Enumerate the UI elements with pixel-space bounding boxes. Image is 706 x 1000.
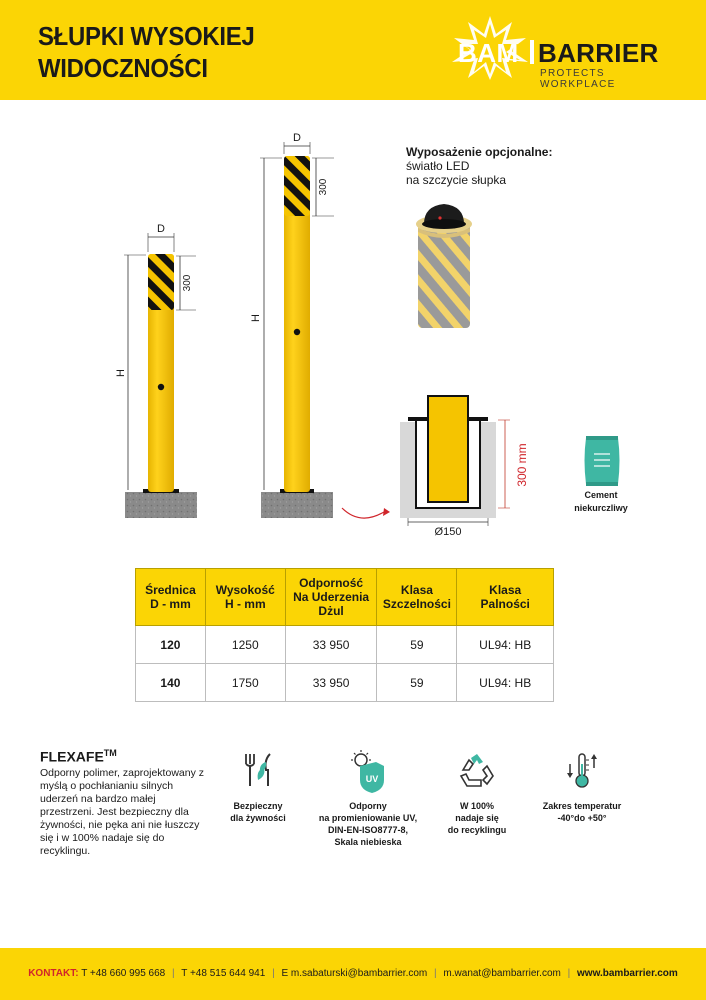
flexafe-title: FLEXAFE™ — [40, 748, 117, 765]
table-cell: UL94: HB — [457, 664, 554, 702]
feature-recyclable — [435, 750, 519, 836]
optional-equipment-line-1: światło LED — [406, 159, 470, 173]
flexafe-description: Odporny polimer, zaprojektowany z myślą o pochłanianiu silnych uderzeń na bardzo małej przestrzeni. Jest bezpieczny dla żywności, nie pęka ani nie łuszczy się i w 100% nadaje się do recyklingu. — [40, 767, 204, 857]
tall-bollard-stripes — [284, 156, 310, 216]
table-cell: 59 — [377, 626, 457, 664]
table-row — [136, 626, 554, 664]
uv-badge-text: UV — [365, 774, 379, 784]
spec-table — [135, 568, 554, 702]
table-cell: 140 — [136, 664, 206, 702]
contact-separator: | — [172, 968, 175, 979]
feature-temperature-range — [532, 750, 632, 824]
table-cell: 120 — [136, 626, 206, 664]
header-flammability-class: Klasa Palności — [457, 569, 554, 626]
table-cell: 1750 — [205, 664, 285, 702]
contact-separator: | — [272, 968, 275, 979]
table-cell: 59 — [377, 664, 457, 702]
page-title-line-2: WIDOCZNOŚCI — [38, 53, 208, 83]
optional-equipment-title: Wyposażenie opcjonalne: — [406, 145, 553, 159]
header-bar — [0, 0, 706, 100]
foundation-section — [400, 396, 529, 538]
logo-separator — [530, 40, 534, 64]
small-dim-h: H — [115, 369, 127, 377]
small-bollard-stripes — [148, 254, 174, 310]
feature-recyclable-label: W 100% nadaje się do recyklingu — [447, 801, 507, 835]
small-bollard-bolt — [158, 384, 164, 390]
thermometer-icon — [562, 750, 602, 790]
led-light-illustration — [416, 204, 472, 328]
feature-food-safe — [218, 750, 298, 824]
logo-tagline: PROTECTS WORKPLACE — [540, 68, 616, 90]
brand-logo — [456, 18, 676, 90]
page-title-line-1: SŁUPKI WYSOKIEJ — [38, 21, 255, 51]
contact-line — [0, 968, 706, 979]
contact-email-2[interactable]: m.wanat@bambarrier.com — [443, 968, 561, 979]
table-row — [136, 664, 554, 702]
small-bollard-base — [125, 492, 197, 518]
contact-email-1[interactable]: E m.sabaturski@bambarrier.com — [281, 968, 428, 979]
foundation-depth-label: 300 mm — [515, 443, 529, 487]
logo-bam-text: BAM — [458, 38, 519, 68]
page-title — [38, 20, 255, 84]
recycle-icon — [457, 750, 497, 790]
contact-separator: | — [434, 968, 437, 979]
table-cell: UL94: HB — [457, 626, 554, 664]
logo-barrier-text: BARRIER — [538, 38, 659, 68]
cement-label-line-2: niekurczliwy — [574, 503, 628, 513]
header-impact-resistance: Odporność Na Uderzenia Dżul — [285, 569, 377, 626]
tall-dim-h: H — [250, 314, 262, 322]
tall-dim-300: 300 — [318, 178, 329, 196]
arrow-icon — [342, 508, 390, 518]
uv-resistant-icon — [348, 750, 388, 794]
contact-label: KONTAKT: — [28, 968, 79, 979]
small-dim-300: 300 — [182, 274, 193, 292]
feature-uv-resistant — [305, 750, 431, 848]
table-cell: 33 950 — [285, 664, 377, 702]
header-diameter: Średnica D - mm — [136, 569, 206, 626]
feature-uv-resistant-label: Odporny na promieniowanie UV, DIN-EN-ISO8777-8, Skala niebieska — [318, 801, 418, 847]
contact-separator: | — [567, 968, 571, 979]
feature-food-safe-label: Bezpieczny dla żywności — [230, 801, 286, 823]
small-bollard — [115, 223, 197, 518]
header-height: Wysokość H - mm — [205, 569, 285, 626]
food-safe-icon — [238, 750, 278, 790]
cement-bag-icon — [585, 436, 620, 486]
trademark-mark: TM — [103, 748, 117, 758]
contact-phone-2[interactable]: T +48 515 644 941 — [181, 968, 266, 979]
website-link[interactable]: www.bambarrier.com — [577, 968, 678, 979]
optional-equipment-line-2: na szczycie słupka — [406, 173, 507, 187]
tall-dim-d: D — [293, 132, 301, 144]
table-cell: 1250 — [205, 626, 285, 664]
tall-bollard-bolt — [294, 329, 300, 335]
tall-bollard-base — [261, 492, 333, 518]
table-cell: 33 950 — [285, 626, 377, 664]
footer-bar — [0, 948, 706, 1000]
feature-temperature-label: Zakres temperatur -40°do +50° — [542, 801, 622, 823]
header-tightness-class: Klasa Szczelności — [377, 569, 457, 626]
tall-bollard — [250, 132, 334, 518]
spec-table-header-row — [136, 569, 554, 626]
cement-label-line-1: Cement — [584, 490, 618, 500]
contact-phone-1[interactable]: T +48 660 995 668 — [81, 968, 166, 979]
foundation-diameter-label: Ø150 — [434, 526, 462, 538]
small-dim-d: D — [157, 223, 165, 235]
